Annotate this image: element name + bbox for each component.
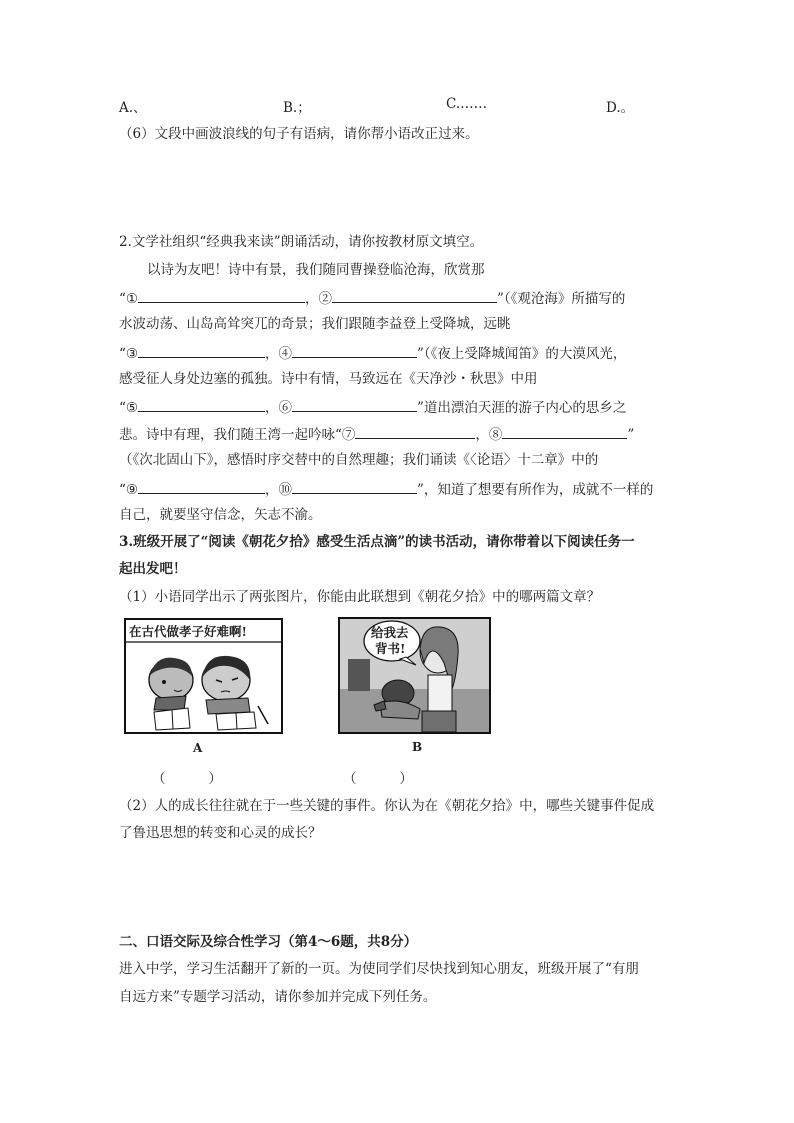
section-2-paragraph-1: 进入中学，学习生活翻开了新的一页。为使同学们尽快找到知心朋友，班级开展了“有朋: [119, 961, 639, 977]
blank-1[interactable]: [138, 287, 305, 303]
blank-9[interactable]: [138, 478, 265, 494]
blank-8-label: ，⑧: [475, 427, 503, 443]
cartoon-image-b: [338, 617, 491, 734]
blank-3-label: “③: [119, 346, 139, 362]
option-a: A.、: [119, 100, 147, 116]
fill-line-4: 感受征人身处边塞的孤独。诗中有情，马致远在《天净沙・秋思》中用: [119, 371, 538, 387]
line-1-end: ”（《观沧海》所描写的: [497, 291, 626, 307]
line-6-end: ”: [627, 427, 635, 443]
option-c: C.……: [446, 96, 488, 112]
question-3-title-1: 3.班级开展了“阅读《朝花夕拾》感受生活点滴”的读书活动，请你带着以下阅读任务一: [119, 534, 635, 550]
question-3-sub-1: （1）小语同学出示了两张图片，你能由此联想到《朝花夕拾》中的哪两篇文章？: [119, 589, 601, 605]
speech-text-b-2: 背书!: [375, 641, 406, 656]
section-2-title: 二、口语交际及综合性学习（第4～6题，共8分）: [119, 934, 418, 950]
blank-2[interactable]: [332, 287, 497, 303]
fill-line-8: [119, 478, 653, 500]
image-a-label: A: [193, 741, 203, 755]
fill-line-1: [119, 287, 625, 309]
blank-7-label: 悲。诗中有理，我们随王湾一起吟咏“⑦: [119, 427, 356, 443]
image-b-label: B: [412, 740, 423, 754]
blank-6[interactable]: [292, 396, 417, 412]
blank-6-label: ，⑥: [265, 400, 293, 416]
blank-5[interactable]: [138, 396, 265, 412]
cartoon-children-reading-icon: [126, 620, 281, 732]
question-3-sub-2-line-1: （2）人的成长往往就在于一些关键的事件。你认为在《朝花夕拾》中，哪些关键事件促成: [119, 798, 655, 814]
section-2-paragraph-2: 自远方来”专题学习活动，请你参加并完成下列任务。: [119, 989, 437, 1005]
blank-10-label: ，⑩: [265, 482, 293, 498]
blank-8[interactable]: [502, 423, 627, 439]
fill-line-3: [119, 342, 626, 364]
blank-5-label: “⑤: [119, 400, 139, 416]
question-3-title-2: 起出发吧！: [119, 561, 187, 577]
question-2-title: 2.文学社组织“经典我来读”朗诵活动，请你按教材原文填空。: [119, 234, 484, 250]
fill-line-9: 自己，就要坚守信念，矢志不渝。: [119, 507, 322, 523]
fill-line-6: [119, 423, 634, 445]
fill-line-5: [119, 396, 626, 418]
blank-10[interactable]: [292, 478, 417, 494]
cartoon-image-a: [124, 618, 283, 734]
blank-2-label: ，②: [305, 291, 333, 307]
blank-9-label: “⑨: [119, 482, 139, 498]
blank-4[interactable]: [292, 342, 417, 358]
fill-line-7: （《次北固山下》，感悟时序交替中的自然理趣；我们诵读《〈论语〉十二章》中的: [119, 452, 599, 468]
cartoon-mother-child-icon: [340, 619, 489, 732]
speech-text-b-1: 给我去: [371, 625, 409, 640]
speech-text-a: 在古代做孝子好难啊!: [129, 624, 247, 639]
answer-paren-a[interactable]: （ ）: [152, 771, 222, 787]
blank-7[interactable]: [355, 423, 475, 439]
answer-paren-b[interactable]: （ ）: [343, 771, 413, 787]
blank-3[interactable]: [138, 342, 265, 358]
option-b: B.；: [283, 100, 311, 116]
blank-1-label: “①: [119, 291, 139, 307]
question-2-intro: 以诗为友吧！诗中有景，我们随同曹操登临沧海，欣赏那: [147, 262, 485, 278]
fill-line-2: 水波动荡、山岛高耸突兀的奇景；我们跟随李益登上受降城，远眺: [119, 316, 511, 332]
line-5-end: ”道出漂泊天涯的游子内心的思乡之: [417, 400, 627, 416]
line-8-end: ”，知道了想要有所作为，成就不一样的: [417, 482, 654, 498]
question-3-sub-2-line-2: 了鲁迅思想的转变和心灵的成长？: [119, 825, 322, 841]
question-6: （6）文段中画波浪线的句子有语病，请你帮小语改正过来。: [119, 126, 479, 142]
line-3-end: ”（《夜上受降城闻笛》的大漠风光，: [417, 346, 627, 362]
blank-4-label: ，④: [265, 346, 293, 362]
option-d: D.。: [606, 100, 635, 116]
